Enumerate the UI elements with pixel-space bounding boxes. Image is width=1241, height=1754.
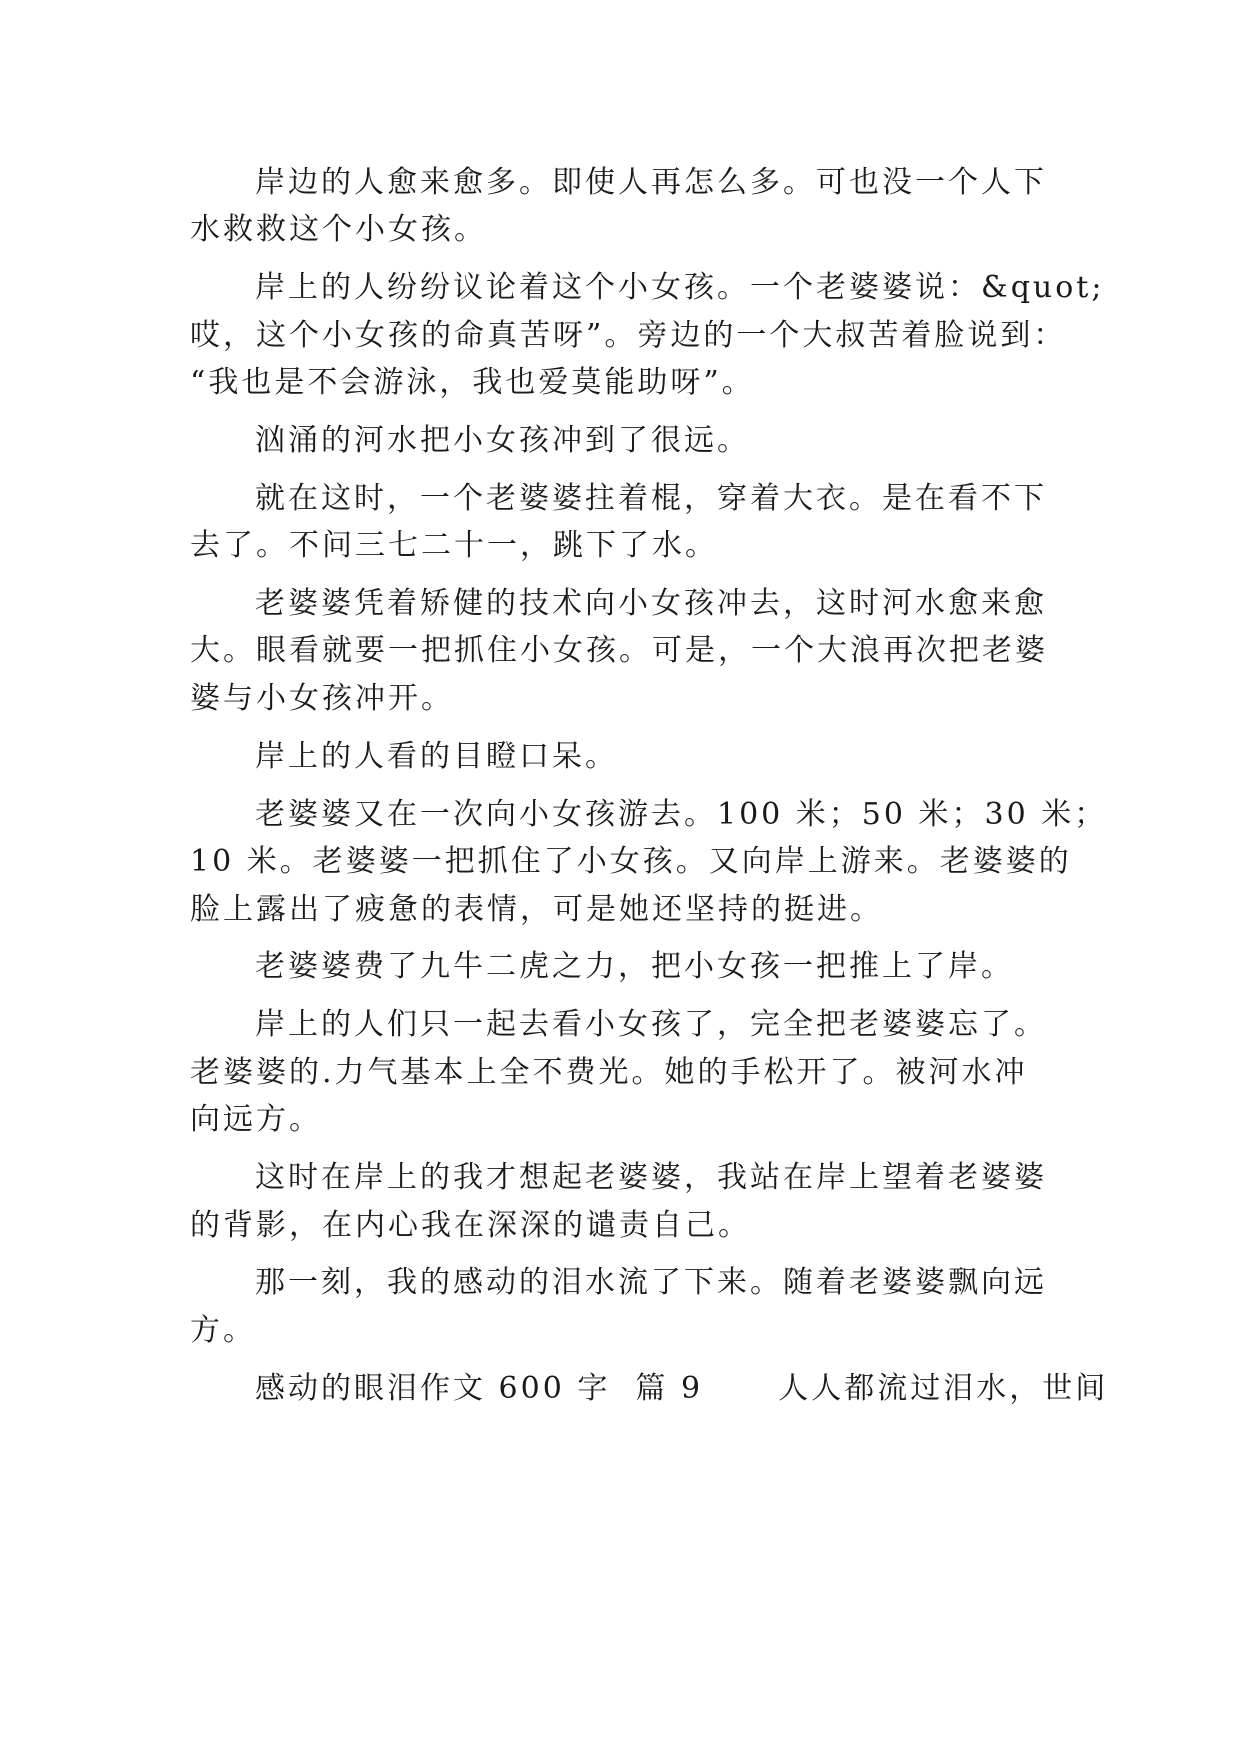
text-line: 老婆婆的.力气基本上全不费光。她的手松开了。被河水冲 (190, 1055, 1028, 1090)
text-line: 水救救这个小女孩。 (190, 212, 487, 247)
text-line: 10 米。老婆婆一把抓住了小女孩。又向岸上游来。老婆婆的 (190, 844, 1072, 879)
text-line: 这时在岸上的我才想起老婆婆，我站在岸上望着老婆婆 (255, 1160, 1047, 1195)
text-line: 的背影，在内心我在深深的谴责自己。 (190, 1208, 751, 1243)
text-line: 方。 (190, 1313, 256, 1348)
text-line: 岸上的人们只一起去看小女孩了，完全把老婆婆忘了。 (255, 1007, 1047, 1042)
text-line: “我也是不会游泳，我也爱莫能助呀”。 (190, 365, 755, 400)
text-line: 汹涌的河水把小女孩冲到了很远。 (255, 423, 750, 458)
text-line: 婆与小女孩冲开。 (190, 681, 454, 716)
text-line: 老婆婆费了九牛二虎之力，把小女孩一把推上了岸。 (255, 949, 1014, 984)
text-line: 岸上的人纷纷议论着这个小女孩。一个老婆婆说：&quot; (255, 270, 1105, 305)
text-line: 向远方。 (190, 1102, 322, 1137)
text-line: 哎，这个小女孩的命真苦呀”。旁边的一个大叔苦着脸说到： (190, 318, 1067, 353)
text-line: 那一刻，我的感动的泪水流了下来。随着老婆婆飘向远 (255, 1265, 1047, 1300)
text-line: 脸上露出了疲惫的表情，可是她还坚持的挺进。 (190, 892, 883, 927)
text-line: 老婆婆又在一次向小女孩游去。100 米；50 米；30 米； (255, 797, 1108, 832)
text-line: 岸上的人看的目瞪口呆。 (255, 739, 618, 774)
text-line: 去了。不问三七二十一，跳下了水。 (190, 528, 718, 563)
text-line: 就在这时，一个老婆婆拄着棍，穿着大衣。是在看不下 (255, 481, 1047, 516)
text-line: 大。眼看就要一把抓住小女孩。可是，一个大浪再次把老婆 (190, 633, 1048, 668)
text-line: 感动的眼泪作文 600 字 篇 9 人人都流过泪水，世间 (255, 1371, 1109, 1406)
text-line: 岸边的人愈来愈多。即使人再怎么多。可也没一个人下 (255, 165, 1047, 200)
text-line: 老婆婆凭着矫健的技术向小女孩冲去，这时河水愈来愈 (255, 586, 1047, 621)
